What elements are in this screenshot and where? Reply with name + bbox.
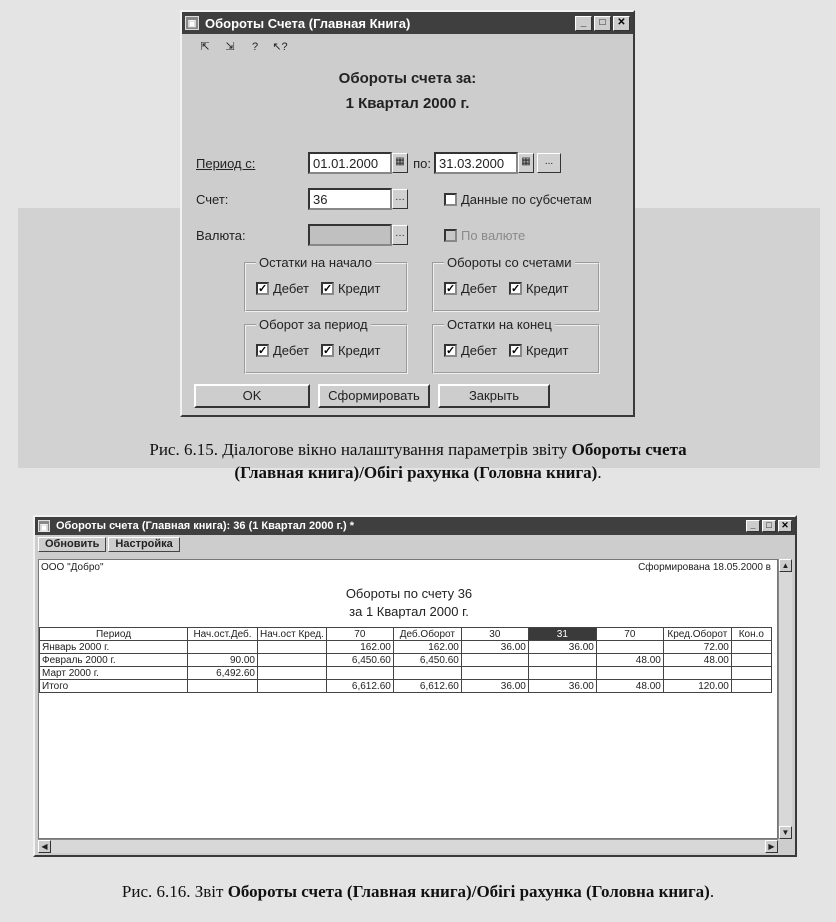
period-to-label: по: (413, 155, 431, 171)
table-cell[interactable] (188, 641, 258, 654)
group-title: Обороты со счетами (444, 255, 575, 270)
organization-name: ООО "Добро" (41, 562, 104, 573)
report-toolbar (35, 535, 795, 553)
table-cell[interactable] (731, 654, 771, 667)
maximize-button[interactable]: □ (594, 16, 611, 31)
table-cell[interactable]: 48.00 (663, 654, 731, 667)
table-cell[interactable]: 90.00 (188, 654, 258, 667)
account-row (196, 188, 592, 210)
report-icon: ▣ (39, 522, 49, 532)
column-header[interactable]: Кред.Оборот (663, 628, 731, 641)
subaccounts-checkbox[interactable] (444, 193, 457, 206)
dialog-heading: Обороты счета за: 1 Квартал 2000 г. (338, 70, 477, 112)
table-cell[interactable] (731, 680, 771, 693)
period-from-field[interactable]: 01.01.2000 (308, 152, 392, 174)
calendar-to-icon[interactable]: ▦ (518, 153, 534, 173)
column-header[interactable]: 70 (596, 628, 663, 641)
group-title: Оборот за период (256, 317, 371, 332)
close-button[interactable]: Закрыть (438, 384, 550, 408)
column-header[interactable]: Кон.о (731, 628, 771, 641)
table-cell[interactable] (258, 680, 327, 693)
refresh-button[interactable]: Обновить (38, 537, 106, 552)
table-row (40, 667, 772, 680)
table-cell[interactable]: 48.00 (596, 680, 663, 693)
column-header[interactable]: 70 (326, 628, 393, 641)
table-row (40, 641, 772, 654)
table-cell[interactable]: 36.00 (461, 680, 528, 693)
currency-row (196, 224, 525, 246)
table-cell[interactable]: Февраль 2000 г. (40, 654, 188, 667)
table-cell[interactable] (258, 667, 327, 680)
scroll-left-icon[interactable]: ◀ (38, 840, 51, 853)
table-cell[interactable]: 6,450.60 (393, 654, 461, 667)
column-header[interactable]: Нач.ост Кред. (258, 628, 327, 641)
table-cell[interactable] (663, 667, 731, 680)
period-to-field[interactable]: 31.03.2000 (434, 152, 518, 174)
turnover-accounts-credit-checkbox[interactable]: ✓ (510, 283, 521, 295)
scroll-up-icon[interactable]: ▲ (779, 559, 792, 572)
period-row (196, 152, 561, 174)
column-header[interactable]: 30 (461, 628, 528, 641)
table-cell[interactable]: 6,492.60 (188, 667, 258, 680)
checkbox-label: Дебет (461, 343, 497, 358)
turnover-table (39, 627, 772, 693)
closing-credit-checkbox[interactable]: ✓ (510, 345, 521, 357)
table-cell[interactable]: 36.00 (461, 641, 528, 654)
group-period-turnover (244, 317, 408, 374)
account-select-button[interactable]: … (392, 189, 408, 209)
app-icon: ▣ (185, 16, 199, 30)
settings-dialog (180, 10, 635, 417)
table-cell[interactable] (596, 667, 663, 680)
figure-caption-1: Рис. 6.15. Діалогове вікно налаштування параметрів звіту Обороты счета (Главная книга)/Обігі рахунка (Головна книга). (149, 440, 687, 482)
dialog-titlebar (182, 12, 633, 34)
subaccounts-label: Данные по субсчетам (461, 191, 592, 207)
scroll-down-icon[interactable]: ▼ (779, 826, 792, 839)
table-cell[interactable] (731, 641, 771, 654)
table-cell[interactable] (188, 680, 258, 693)
checkbox-label: Дебет (273, 343, 309, 358)
minimize-button[interactable]: _ (746, 520, 760, 532)
table-cell[interactable]: 6,612.60 (326, 680, 393, 693)
report-window (33, 515, 797, 857)
report-title: Обороты счета (Главная книга): 36 (1 Квартал 2000 г.) * (56, 520, 355, 532)
table-cell[interactable] (528, 667, 596, 680)
generated-stamp: Сформирована 18.05.2000 в (638, 562, 771, 573)
report-heading-1: Обороты по счету 36 (345, 586, 473, 601)
account-label: Счет: (196, 191, 229, 207)
opening-credit-checkbox[interactable]: ✓ (322, 283, 333, 295)
close-window-button[interactable]: ✕ (778, 520, 792, 532)
opening-debit-checkbox[interactable]: ✓ (258, 283, 268, 295)
table-cell[interactable]: 36.00 (528, 641, 596, 654)
table-cell[interactable]: 120.00 (663, 680, 731, 693)
horizontal-scrollbar[interactable] (38, 839, 778, 853)
vertical-scrollbar[interactable] (778, 559, 792, 839)
table-cell[interactable]: 6,612.60 (393, 680, 461, 693)
period-credit-checkbox[interactable]: ✓ (322, 345, 333, 357)
save-settings-icon[interactable]: ⇲ (225, 41, 235, 53)
period-debit-checkbox[interactable]: ✓ (258, 345, 268, 357)
table-cell[interactable] (528, 654, 596, 667)
table-cell[interactable]: 36.00 (528, 680, 596, 693)
group-closing-balances (432, 317, 600, 374)
calendar-from-icon[interactable]: ▦ (392, 153, 408, 173)
table-cell[interactable]: Итого (40, 680, 188, 693)
column-header[interactable]: Период (40, 628, 188, 641)
column-header-selected[interactable]: 31 (528, 628, 596, 641)
table-cell[interactable]: 162.00 (393, 641, 461, 654)
table-total-row (40, 680, 772, 693)
closing-debit-checkbox[interactable]: ✓ (446, 345, 456, 357)
account-field[interactable]: 36 (308, 188, 392, 210)
table-header-row (40, 628, 772, 641)
period-label: Период с: (196, 155, 256, 171)
load-settings-icon[interactable]: ⇱ (200, 41, 210, 53)
figure-caption-2: Рис. 6.16. Звіт Обороты счета (Главная книга)/Обігі рахунка (Головна книга). (121, 882, 715, 901)
checkbox-label: Кредит (525, 281, 569, 296)
table-cell[interactable] (461, 654, 528, 667)
column-header[interactable]: Нач.ост.Деб. (188, 628, 258, 641)
table-cell[interactable]: 72.00 (663, 641, 731, 654)
checkbox-label: Дебет (461, 281, 497, 296)
ok-button[interactable]: OK (194, 384, 310, 408)
turnover-accounts-debit-checkbox[interactable]: ✓ (446, 283, 456, 295)
table-cell[interactable]: 6,450.60 (326, 654, 393, 667)
checkbox-label: Дебет (273, 281, 309, 296)
maximize-button[interactable]: □ (762, 520, 776, 532)
close-window-button[interactable]: ✕ (613, 16, 630, 31)
table-cell[interactable]: Март 2000 г. (40, 667, 188, 680)
table-cell[interactable] (461, 667, 528, 680)
table-cell[interactable] (326, 667, 393, 680)
group-title: Остатки на конец (444, 317, 555, 332)
report-titlebar (35, 517, 795, 535)
period-select-button[interactable]: ... (537, 153, 561, 173)
group-opening-balances (244, 255, 408, 312)
help-icon[interactable]: ? (251, 41, 259, 53)
table-cell[interactable] (258, 641, 327, 654)
dialog-title: Обороты Счета (Главная Книга) (205, 15, 411, 31)
by-currency-checkbox[interactable] (444, 229, 457, 242)
column-header[interactable]: Деб.Оборот (393, 628, 461, 641)
checkbox-label: Кредит (337, 343, 381, 358)
table-cell[interactable]: Январь 2000 г. (40, 641, 188, 654)
report-heading-2: за 1 Квартал 2000 г. (349, 604, 469, 619)
report-sheet (38, 559, 778, 839)
by-currency-label: По валюте (461, 227, 526, 243)
currency-field[interactable] (308, 224, 392, 246)
dialog-toolbar (182, 34, 633, 60)
table-row (40, 654, 772, 667)
table-cell[interactable] (731, 667, 771, 680)
table-cell[interactable] (596, 641, 663, 654)
checkbox-label: Кредит (525, 343, 569, 358)
minimize-button[interactable]: _ (575, 16, 592, 31)
generate-button[interactable]: Сформировать (318, 384, 430, 408)
context-help-icon[interactable]: ↖? (272, 41, 288, 53)
table-cell[interactable] (258, 654, 327, 667)
table-cell[interactable]: 48.00 (596, 654, 663, 667)
group-turnover-accounts (432, 255, 600, 312)
group-title: Остатки на начало (256, 255, 375, 270)
table-cell[interactable] (393, 667, 461, 680)
currency-select-button[interactable]: … (392, 225, 408, 245)
currency-label: Валюта: (196, 227, 246, 243)
table-cell[interactable]: 162.00 (326, 641, 393, 654)
scroll-right-icon[interactable]: ▶ (765, 840, 778, 853)
settings-button[interactable]: Настройка (108, 537, 179, 552)
checkbox-label: Кредит (337, 281, 381, 296)
